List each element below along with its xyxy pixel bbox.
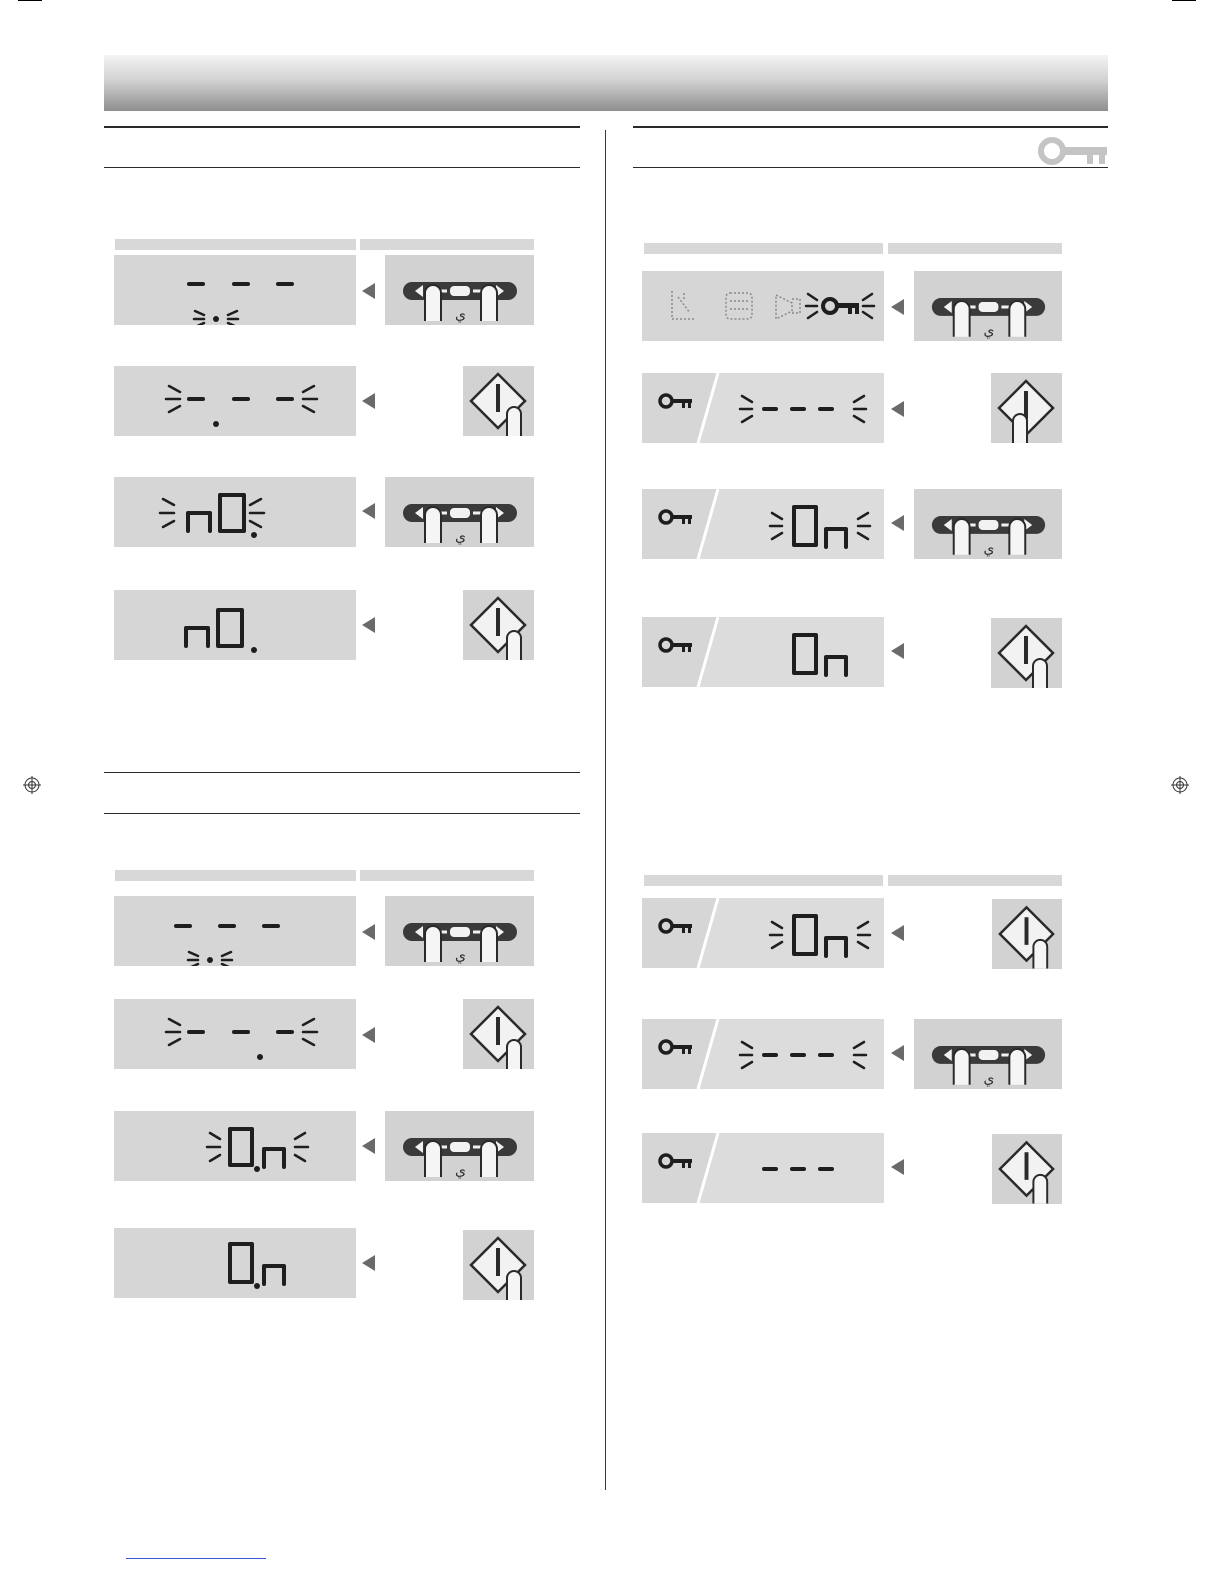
left-top-display-header-bar	[115, 239, 356, 250]
key-icon	[660, 920, 692, 933]
lcd-display	[114, 255, 356, 325]
scroll-buttons-icon[interactable]	[914, 271, 1062, 341]
scroll-buttons-icon[interactable]	[914, 489, 1062, 559]
registration-mark-left	[23, 776, 41, 794]
lcd-display	[114, 1228, 356, 1298]
svg-text:ي: ي	[455, 307, 466, 323]
lcd-display	[114, 1111, 356, 1181]
svg-text:ي: ي	[455, 948, 466, 964]
left-bottom-display-header-bar	[115, 870, 356, 881]
step-arrow-icon	[362, 1138, 375, 1154]
power-button-icon[interactable]	[463, 366, 534, 436]
step-arrow-icon	[362, 617, 375, 633]
svg-text:ي: ي	[983, 540, 995, 557]
left-top-section-rule	[104, 126, 580, 128]
lcd-display	[114, 590, 356, 660]
registration-mark-right	[1171, 776, 1189, 794]
crop-mark-top-left	[18, 0, 42, 1]
left-bottom-button-header-bar	[360, 870, 534, 881]
svg-text:ي: ي	[983, 1070, 995, 1087]
lcd-display	[642, 271, 884, 341]
key-icon	[823, 299, 859, 314]
lcd-display	[642, 489, 884, 559]
step-arrow-icon	[891, 643, 904, 659]
left-top-section-underline	[104, 167, 580, 168]
power-button-icon[interactable]	[992, 1134, 1062, 1204]
step-arrow-icon	[362, 1027, 375, 1043]
lcd-display	[114, 896, 356, 966]
scroll-buttons-icon[interactable]	[385, 1111, 534, 1181]
key-icon	[660, 1155, 692, 1168]
scroll-buttons-icon[interactable]	[385, 896, 534, 966]
lcd-display	[642, 1019, 884, 1089]
step-arrow-icon	[891, 1045, 904, 1061]
step-arrow-icon	[891, 515, 904, 531]
power-button-icon[interactable]	[463, 999, 534, 1069]
blink-rays-icon	[207, 1133, 308, 1161]
power-button-icon[interactable]	[463, 1230, 534, 1300]
step-arrow-icon	[362, 283, 375, 299]
svg-text:ي: ي	[983, 322, 995, 339]
key-icon	[660, 1041, 692, 1054]
lcd-display	[642, 1133, 884, 1203]
footer-link-underline	[126, 1558, 266, 1559]
key-icon	[660, 511, 692, 524]
left-bottom-section-rule	[104, 772, 580, 773]
key-icon	[660, 639, 692, 652]
left-bottom-section-underline	[104, 813, 580, 814]
crop-mark-top-right	[1172, 0, 1196, 1]
scroll-buttons-icon[interactable]	[914, 1019, 1062, 1089]
step-arrow-icon	[362, 503, 375, 519]
power-button-icon[interactable]	[992, 899, 1062, 969]
svg-text:ي: ي	[455, 1163, 466, 1179]
lcd-display	[642, 898, 884, 968]
step-arrow-icon	[891, 1159, 904, 1175]
step-arrow-icon	[362, 924, 375, 940]
lcd-display	[642, 617, 884, 687]
power-button-icon[interactable]	[991, 618, 1062, 688]
right-top-button-header-bar	[888, 243, 1062, 254]
step-arrow-icon	[891, 925, 904, 941]
key-icon	[660, 395, 692, 408]
step-arrow-icon	[362, 1255, 375, 1271]
right-section-underline	[633, 167, 1108, 168]
scroll-buttons-icon[interactable]	[385, 477, 534, 547]
lcd-display	[114, 366, 356, 436]
key-icon	[1037, 136, 1109, 166]
step-arrow-icon	[891, 299, 904, 315]
svg-text:ي: ي	[455, 529, 466, 545]
right-section-rule	[633, 126, 1108, 128]
left-top-button-header-bar	[360, 239, 534, 250]
lcd-display	[114, 477, 356, 547]
right-top-display-header-bar	[644, 243, 883, 254]
power-button-icon[interactable]	[463, 590, 534, 660]
right-bottom-button-header-bar	[888, 875, 1062, 886]
scroll-buttons-icon[interactable]	[385, 255, 534, 325]
step-arrow-icon	[362, 393, 375, 409]
lcd-display	[642, 373, 884, 443]
right-bottom-display-header-bar	[644, 875, 883, 886]
step-arrow-icon	[891, 401, 904, 417]
lcd-display	[114, 999, 356, 1069]
power-button-icon[interactable]	[991, 373, 1062, 443]
header-banner	[104, 55, 1108, 111]
column-divider	[605, 130, 606, 1490]
